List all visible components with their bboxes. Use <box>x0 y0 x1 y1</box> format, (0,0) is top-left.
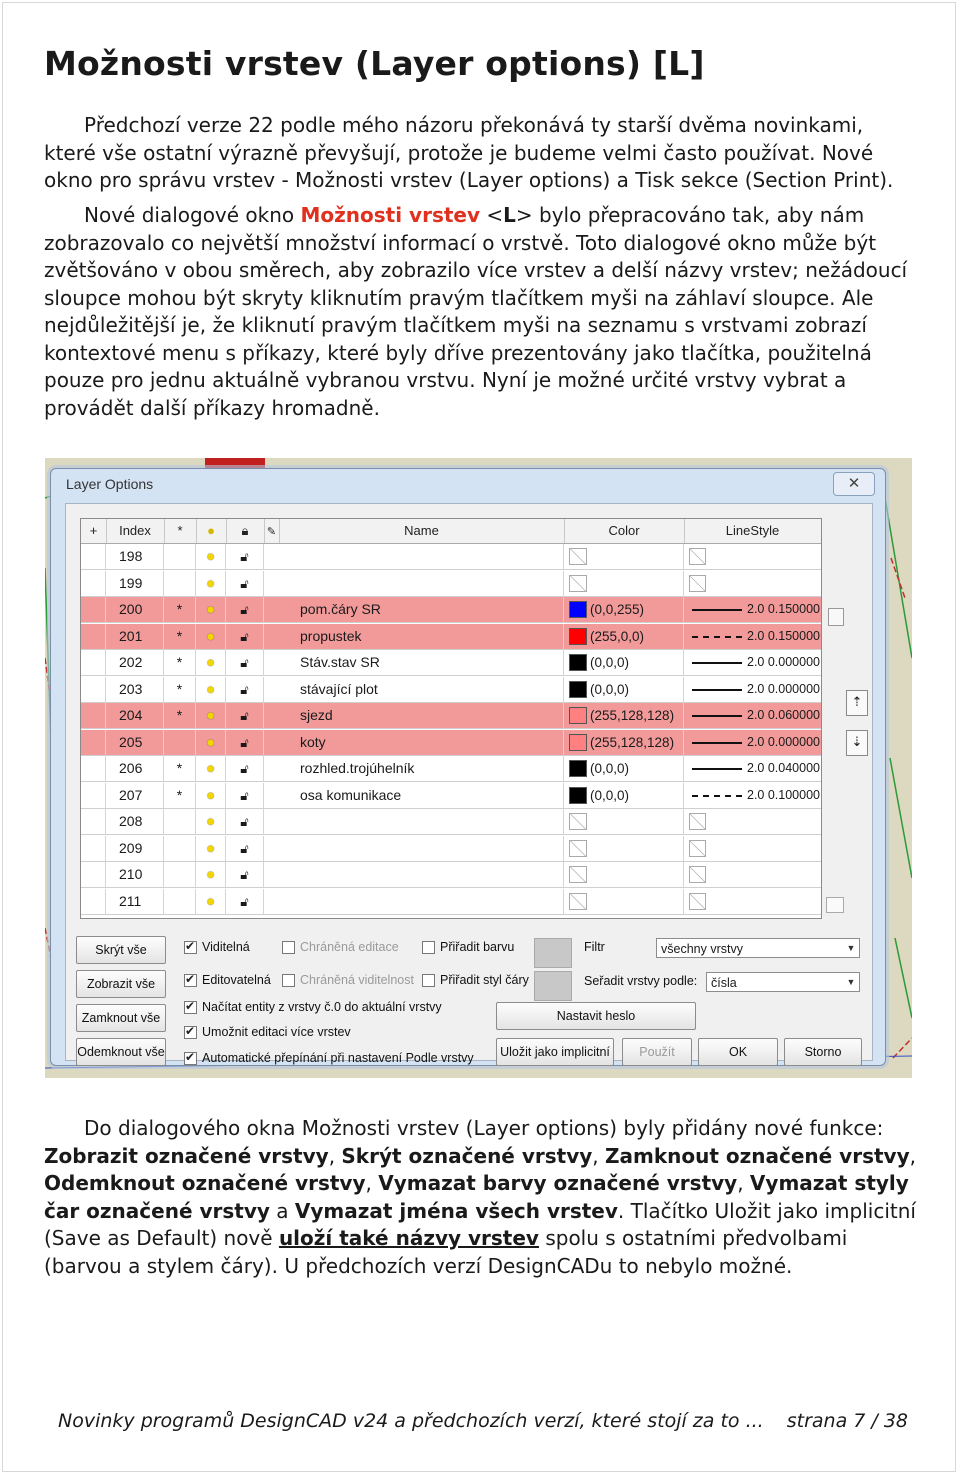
color-value: (0,0,0) <box>590 655 630 670</box>
empty-swatch <box>569 866 587 883</box>
arrow-up-icon: ⇡ <box>851 695 863 710</box>
lock-toggle[interactable] <box>226 862 264 887</box>
layer-linestyle-cell[interactable] <box>684 703 821 728</box>
chevron-down-icon: ▼ <box>846 977 856 987</box>
unlock-icon: 🔓︎ <box>240 602 249 617</box>
current-marker[interactable] <box>164 730 196 755</box>
layer-linestyle-cell[interactable] <box>684 624 821 649</box>
filter-label: Filtr <box>584 940 605 954</box>
color-swatch <box>569 681 587 698</box>
header-current[interactable]: * <box>164 519 197 543</box>
unlock-icon: 🔓︎ <box>240 814 249 829</box>
color-swatch <box>569 628 587 645</box>
pencil-icon: ✎ <box>266 526 277 538</box>
bulb-icon: ● <box>205 839 216 857</box>
visibility-toggle[interactable] <box>196 544 226 569</box>
protected-edit-checkbox[interactable]: Chráněná editace <box>282 938 399 956</box>
layer-linestyle-cell[interactable] <box>684 836 821 861</box>
sort-label: Seřadit vrstvy podle: <box>584 974 698 988</box>
color-value: (0,0,0) <box>590 681 630 697</box>
layer-name[interactable]: stávající plot <box>264 677 564 702</box>
linestyle-preview <box>692 662 742 664</box>
color-swatch <box>569 760 587 777</box>
layer-name[interactable]: pom.čáry SR <box>264 597 564 622</box>
layer-linestyle-cell[interactable] <box>684 889 821 914</box>
ok-button[interactable]: OK <box>698 1038 778 1066</box>
layer-index: 202 <box>106 650 164 675</box>
layer-linestyle-cell[interactable] <box>684 650 821 675</box>
empty-linestyle <box>689 866 706 883</box>
table-row[interactable] <box>81 650 821 676</box>
layer-color-cell[interactable] <box>564 862 684 887</box>
lock-toggle[interactable] <box>226 783 264 808</box>
intro-paragraph: Předchozí verze 22 podle mého názoru překonává ty starší dvěma novinkami, které vše ostatní výrazně převyšují, protože je budeme velmi často používat. Nové okno pro správu vrstev - Možnosti vrstev (Layer options) a Tisk sekce (Section Print). <box>44 113 894 192</box>
unlock-icon: 🔓︎ <box>240 734 249 750</box>
layer-name[interactable] <box>264 544 564 569</box>
move-down-button[interactable] <box>846 730 868 756</box>
empty-swatch <box>569 893 587 910</box>
lock-toggle[interactable] <box>226 730 264 755</box>
sort-value: čísla <box>711 976 737 990</box>
header-add[interactable]: + <box>81 519 107 543</box>
layer-linestyle-cell[interactable] <box>684 730 821 755</box>
layer-index: 205 <box>106 730 164 755</box>
editable-checkbox[interactable]: Editovatelná ✔ <box>184 971 271 989</box>
unlock-icon: 🔓︎ <box>240 575 249 591</box>
empty-linestyle <box>689 840 706 857</box>
new-features-paragraph: Do dialogového okna Možnosti vrstev (Layer options) byly přidány nové funkce: Zobrazit označené vrstvy, Skrýt označené vrstvy, Zamknout označené vrstvy, Odemknout označené vrstvy, Vymazat barvy označené vrstvy, Vymazat styly čar označené vrstvy a Vymazat jména všech vrstev. Tlačítko Uložit jako implicitní (Save as Default) nově uloží také názvy vrstev spolu s ostatními předvolbami (barvou a stylem čáry). U předchozích verzí DesignCADu to nebylo možné. <box>44 1116 916 1278</box>
layer-color-cell[interactable] <box>564 889 684 914</box>
close-button[interactable]: ✕ <box>833 472 875 496</box>
current-marker[interactable] <box>164 544 196 569</box>
layer-color-cell[interactable] <box>564 677 684 702</box>
linestyle-preview <box>692 689 742 691</box>
visibility-toggle[interactable] <box>196 756 226 781</box>
header-name[interactable]: Name <box>279 519 565 543</box>
layer-color-cell[interactable] <box>564 571 684 596</box>
layer-linestyle-cell[interactable] <box>684 597 821 622</box>
auto-switch-checkbox[interactable]: Automatické přepínání při nastavení Podle vrstvy ✔ <box>184 1049 474 1067</box>
color-value: (0,0,0) <box>590 787 630 803</box>
current-marker[interactable] <box>164 571 196 596</box>
linestyle-value: 2.0 0.000000 <box>747 734 820 749</box>
layer-name[interactable] <box>264 809 564 834</box>
table-row[interactable] <box>81 571 821 597</box>
header-color[interactable]: Color <box>564 519 685 543</box>
linestyle-value: 2.0 0.000000 <box>747 655 820 669</box>
unlock-icon: 🔓︎ <box>240 655 249 670</box>
table-row[interactable] <box>81 809 821 835</box>
unlock-icon: 🔓︎ <box>240 867 249 882</box>
layer-color-cell[interactable] <box>564 836 684 861</box>
color-value: (255,128,128) <box>590 708 675 723</box>
color-swatch <box>569 707 587 724</box>
table-row[interactable] <box>81 730 821 756</box>
linestyle-preview <box>692 795 742 797</box>
visibility-toggle[interactable] <box>196 571 226 596</box>
page-footer <box>58 1410 908 1432</box>
current-marker[interactable] <box>164 809 196 834</box>
layer-index: 209 <box>106 836 164 861</box>
color-value: (0,0,0) <box>590 761 630 776</box>
visibility-toggle[interactable] <box>196 703 226 728</box>
row-select-cell[interactable] <box>81 650 106 675</box>
move-up-button[interactable] <box>846 690 868 716</box>
linestyle-preview <box>692 609 742 611</box>
set-password-button[interactable]: Nastavit heslo <box>496 1002 696 1030</box>
bulb-icon: ● <box>205 813 216 830</box>
color-preview[interactable] <box>534 938 572 968</box>
lock-toggle[interactable] <box>226 677 264 702</box>
current-marker[interactable]: * <box>164 677 196 702</box>
layer-linestyle-cell[interactable] <box>684 756 821 781</box>
visibility-toggle[interactable] <box>196 862 226 887</box>
linestyle-preview <box>692 636 742 638</box>
row-select-cell[interactable] <box>81 836 106 861</box>
header-linestyle[interactable]: LineStyle <box>725 523 780 538</box>
assign-linestyle-checkbox[interactable]: Přiřadit styl čáry <box>422 971 529 989</box>
visibility-toggle[interactable] <box>196 650 226 675</box>
sort-select[interactable] <box>706 972 860 992</box>
layer-index: 203 <box>106 677 164 702</box>
unlock-icon: 🔓︎ <box>240 708 249 723</box>
current-marker[interactable]: * <box>164 650 196 675</box>
layer-linestyle-cell[interactable] <box>684 677 821 702</box>
empty-swatch <box>569 548 587 565</box>
row-select-cell[interactable] <box>81 544 106 569</box>
visibility-toggle[interactable] <box>196 677 226 702</box>
layer-linestyle-cell[interactable] <box>684 571 821 596</box>
empty-swatch <box>569 813 587 830</box>
row-select-cell[interactable] <box>81 703 106 728</box>
apply-button[interactable]: Použít <box>622 1038 692 1066</box>
row-select-cell[interactable] <box>81 730 106 755</box>
bulb-icon: ● <box>205 892 216 910</box>
layer-color-cell[interactable] <box>564 624 684 649</box>
layer-index: 199 <box>106 571 164 596</box>
scroll-down-arrow[interactable] <box>826 897 844 913</box>
lock-toggle[interactable] <box>226 756 264 781</box>
layer-index: 211 <box>106 889 164 914</box>
description-paragraph: Nové dialogové okno Možnosti vrstev <L> bylo přepracováno tak, aby nám zobrazovalo co největší množství informací o vrstvě. Toto dialogové okno může být zvětšováno v obou směrech, aby zobrazilo více vrstev a delší názvy vrstev; nežádoucí sloupce mohou být skryty kliknutím pravým tlačítkem myši na záhlaví sloupce. Ale nejdůležitější je, že kliknutí pravým tlačítkem myši na seznamu s vrstvami zobrazí kontextové menu s příkazy, které byly dříve prezentovány jako tlačítka, použitelná pouze pro jednu aktuálně vybranou vrstvu. Nyní je možné určité vrstvy vybrat a provádět další příkazy hromadně. <box>44 203 908 420</box>
visibility-toggle[interactable] <box>196 889 226 914</box>
bulb-icon: ● <box>205 866 216 883</box>
color-swatch <box>569 601 587 618</box>
current-marker[interactable]: * <box>164 597 196 622</box>
table-row[interactable] <box>81 677 821 703</box>
multi-edit-checkbox[interactable]: Umožnit editaci více vrstev ✔ <box>184 1023 351 1041</box>
row-select-cell[interactable] <box>81 862 106 887</box>
scrollbar-thumb[interactable] <box>828 608 844 626</box>
row-select-cell[interactable] <box>81 597 106 622</box>
table-row[interactable] <box>81 624 821 650</box>
linestyle-value: 2.0 0.060000 <box>747 708 820 722</box>
bulb-icon: ● <box>205 654 216 671</box>
lock-toggle[interactable] <box>226 889 264 914</box>
table-row[interactable] <box>81 703 821 729</box>
layer-color-cell[interactable] <box>564 650 684 675</box>
layer-index: 198 <box>106 544 164 569</box>
current-marker[interactable]: * <box>164 783 196 808</box>
row-select-cell[interactable] <box>81 624 106 649</box>
visibility-toggle[interactable] <box>196 597 226 622</box>
linestyle-value: 2.0 0.100000 <box>747 787 820 802</box>
color-value: (255,0,0) <box>590 628 645 644</box>
header-edit[interactable] <box>264 519 280 543</box>
unlock-icon: 🔓︎ <box>240 681 249 697</box>
visibility-toggle[interactable] <box>196 809 226 834</box>
layer-options-dialog <box>50 468 886 1066</box>
layer-name[interactable]: osa komunikace <box>264 783 564 808</box>
filter-value: všechny vrstvy <box>661 942 743 956</box>
layer-color-cell[interactable] <box>564 783 684 808</box>
lock-toggle[interactable] <box>226 809 264 834</box>
lock-toggle[interactable] <box>226 571 264 596</box>
unlock-icon: 🔓︎ <box>240 549 249 564</box>
layer-color-cell[interactable] <box>564 597 684 622</box>
bulb-icon: ● <box>205 548 216 565</box>
bulb-icon: ● <box>205 601 216 618</box>
bulb-icon: ● <box>205 707 216 724</box>
layer-name[interactable] <box>264 862 564 887</box>
table-row[interactable] <box>81 756 821 782</box>
table-row[interactable] <box>81 597 821 623</box>
layer-name[interactable]: koty <box>264 730 564 755</box>
load-entities-checkbox[interactable]: Načítat entity z vrstvy č.0 do aktuální vrstvy ✔ <box>184 998 442 1016</box>
linestyle-preview <box>692 715 742 717</box>
table-row[interactable] <box>81 783 821 809</box>
layer-index: 206 <box>106 756 164 781</box>
header-lock[interactable] <box>226 519 265 543</box>
current-marker[interactable]: * <box>164 703 196 728</box>
show-all-button[interactable]: Zobrazit vše <box>76 970 166 998</box>
bulb-icon: ● <box>205 760 216 777</box>
filter-select[interactable] <box>656 938 860 958</box>
layer-name[interactable] <box>264 571 564 596</box>
current-marker[interactable] <box>164 889 196 914</box>
layer-color-cell[interactable] <box>564 544 684 569</box>
row-select-cell[interactable] <box>81 809 106 834</box>
layer-index: 208 <box>106 809 164 834</box>
bulb-icon: ● <box>205 733 216 751</box>
layer-name[interactable]: sjezd <box>264 703 564 728</box>
bulb-icon: ● <box>205 574 216 592</box>
current-marker[interactable]: * <box>164 756 196 781</box>
row-select-cell[interactable] <box>81 677 106 702</box>
unlock-icon: 🔓︎ <box>240 761 249 776</box>
layer-index: 200 <box>106 597 164 622</box>
footer-title: Novinky programů DesignCAD v24 a předchozích verzí, které stojí za to ... <box>58 1410 764 1432</box>
row-select-cell[interactable] <box>81 756 106 781</box>
color-swatch <box>569 654 587 671</box>
empty-linestyle <box>689 893 706 910</box>
empty-swatch <box>569 840 587 857</box>
unlock-icon: 🔓︎ <box>240 893 249 909</box>
layer-color-cell[interactable] <box>564 756 684 781</box>
empty-swatch <box>569 575 587 592</box>
hide-all-button[interactable]: Skrýt vše <box>76 936 166 964</box>
layer-color-cell[interactable] <box>564 730 684 755</box>
linestyle-value: 2.0 0.150000 <box>747 628 820 643</box>
lock-toggle[interactable] <box>226 703 264 728</box>
layer-name[interactable]: Stáv.stav SR <box>264 650 564 675</box>
dialog-title: Layer Options <box>66 476 154 492</box>
layer-index: 201 <box>106 624 164 649</box>
header-index[interactable]: Index <box>106 519 165 543</box>
layer-color-cell[interactable] <box>564 809 684 834</box>
protected-visible-checkbox[interactable]: Chráněná viditelnost <box>282 971 414 989</box>
lock-toggle[interactable] <box>226 624 264 649</box>
color-swatch <box>569 734 587 751</box>
lock-toggle[interactable] <box>226 650 264 675</box>
color-value: (255,128,128) <box>590 734 675 750</box>
save-default-button[interactable]: Uložit jako implicitní <box>496 1038 614 1066</box>
unlock-icon: 🔓︎ <box>240 628 249 644</box>
layer-linestyle-cell[interactable] <box>684 809 821 834</box>
bulb-icon: ● <box>205 786 216 804</box>
table-row[interactable] <box>81 544 821 570</box>
layer-linestyle-cell[interactable] <box>684 783 821 808</box>
empty-linestyle <box>689 548 706 565</box>
color-value: (0,0,255) <box>590 602 645 617</box>
visible-checkbox[interactable]: Viditelná ✔ <box>184 938 250 956</box>
layer-index: 210 <box>106 862 164 887</box>
color-swatch <box>569 787 587 804</box>
row-select-cell[interactable] <box>81 783 106 808</box>
layer-index: 204 <box>106 703 164 728</box>
current-marker[interactable]: * <box>164 624 196 649</box>
layer-index: 207 <box>106 783 164 808</box>
unlock-icon: 🔓︎ <box>240 840 249 856</box>
lock-toggle[interactable] <box>226 836 264 861</box>
header-visibility[interactable] <box>196 519 227 543</box>
layer-table[interactable] <box>80 518 822 919</box>
lock-toggle[interactable] <box>226 544 264 569</box>
lock-all-button[interactable]: Zamknout vše <box>76 1004 166 1032</box>
bulb-icon: ● <box>205 680 216 698</box>
table-row[interactable] <box>81 889 821 915</box>
linestyle-value: 2.0 0.000000 <box>747 681 820 696</box>
linestyle-preview <box>692 768 742 770</box>
table-header <box>81 519 821 544</box>
layer-linestyle-cell[interactable] <box>684 544 821 569</box>
chevron-down-icon: ▼ <box>846 943 856 953</box>
lock-toggle[interactable] <box>226 597 264 622</box>
layer-options-screenshot <box>45 458 912 1078</box>
table-scrollbar[interactable] <box>826 518 844 917</box>
current-marker[interactable] <box>164 836 196 861</box>
empty-linestyle <box>689 575 706 592</box>
visibility-toggle[interactable] <box>196 783 226 808</box>
layer-name[interactable] <box>264 836 564 861</box>
page-number: strana 7 / 38 <box>786 1410 908 1432</box>
visibility-toggle[interactable] <box>196 624 226 649</box>
layer-name[interactable]: rozhled.trojúhelník <box>264 756 564 781</box>
row-select-cell[interactable] <box>81 571 106 596</box>
layer-color-cell[interactable] <box>564 703 684 728</box>
visibility-toggle[interactable] <box>196 730 226 755</box>
page-title: Možnosti vrstev (Layer options) [L] <box>44 44 705 83</box>
linestyle-value: 2.0 0.150000 <box>747 602 820 616</box>
visibility-toggle[interactable] <box>196 836 226 861</box>
linestyle-preview[interactable] <box>534 971 572 1001</box>
lock-icon: 🔒︎ <box>241 523 249 538</box>
layer-name[interactable]: propustek <box>264 624 564 649</box>
layer-name[interactable] <box>264 889 564 914</box>
row-select-cell[interactable] <box>81 889 106 914</box>
linestyle-preview <box>692 742 742 744</box>
unlock-all-button[interactable]: Odemknout vše <box>76 1038 166 1066</box>
linestyle-value: 2.0 0.040000 <box>747 761 820 775</box>
current-marker[interactable] <box>164 862 196 887</box>
arrow-down-icon: ⇣ <box>851 735 863 750</box>
empty-linestyle <box>689 813 706 830</box>
unlock-icon: 🔓︎ <box>240 787 249 803</box>
bulb-icon: ● <box>207 523 215 538</box>
cancel-button[interactable]: Storno <box>784 1038 862 1066</box>
layer-linestyle-cell[interactable] <box>684 862 821 887</box>
dialog-body <box>65 503 873 1065</box>
assign-color-checkbox[interactable]: Přiřadit barvu <box>422 938 514 956</box>
table-row[interactable] <box>81 862 821 888</box>
bulb-icon: ● <box>205 627 216 645</box>
table-row[interactable] <box>81 836 821 862</box>
